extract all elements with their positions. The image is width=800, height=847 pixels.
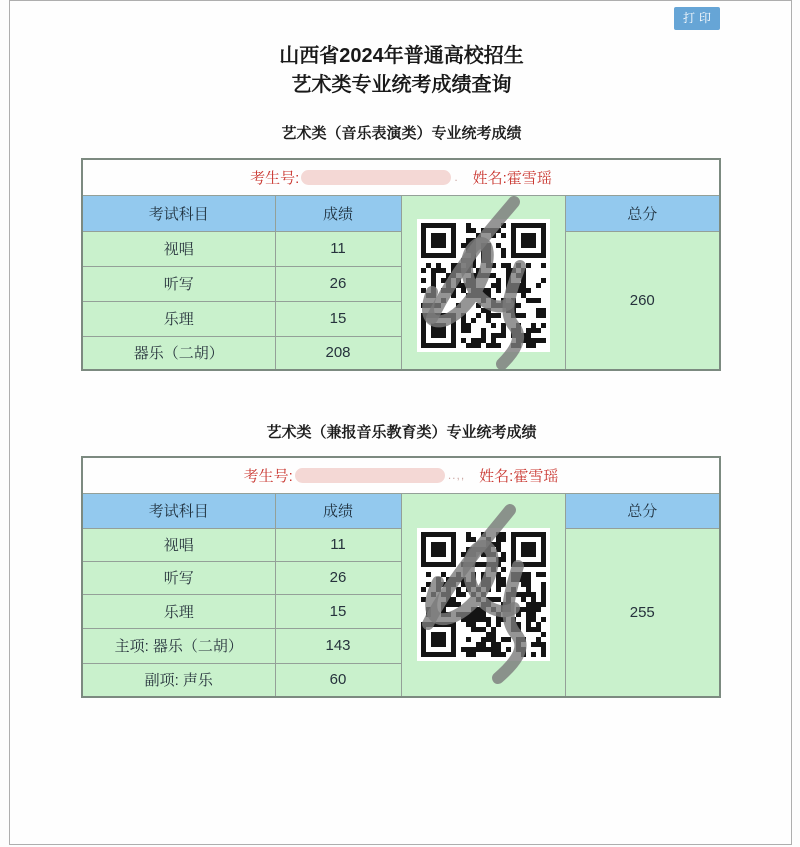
- column-header-subject: 考试科目: [82, 493, 275, 528]
- column-header-total: 总分: [565, 195, 720, 231]
- column-header-total: 总分: [565, 493, 720, 528]
- qr-code-cell: [401, 493, 565, 697]
- score-cell: 26: [275, 266, 401, 301]
- candidate-info-row: [82, 457, 720, 493]
- score-table-music-performance: [81, 158, 721, 371]
- column-header-score: 成绩: [275, 493, 401, 528]
- score-cell: 15: [275, 301, 401, 336]
- subject-cell: 副项: 声乐: [82, 663, 275, 697]
- subject-cell: 视唱: [82, 231, 275, 266]
- subject-cell: 主项: 器乐（二胡）: [82, 628, 275, 663]
- subject-cell: 乐理: [82, 594, 275, 628]
- score-cell: 11: [275, 231, 401, 266]
- total-score-cell: 255: [565, 528, 720, 697]
- candidate-name-label: 姓名:: [479, 467, 514, 485]
- qr-code: [402, 494, 564, 696]
- page-title-line2: 艺术类专业统考成绩查询: [291, 74, 512, 96]
- column-header-subject: 考试科目: [82, 195, 275, 231]
- print-button[interactable]: 打印: [674, 7, 720, 30]
- subject-cell: 视唱: [82, 528, 275, 561]
- page-title: [10, 42, 793, 100]
- score-table-music-education: [81, 456, 721, 698]
- page: [9, 0, 792, 845]
- subject-cell: 听写: [82, 266, 275, 301]
- candidate-name: 霍雪瑶: [513, 467, 559, 485]
- score-cell: 26: [275, 561, 401, 594]
- candidate-number-redaction: [301, 170, 451, 185]
- total-score-cell: 260: [565, 231, 720, 370]
- qr-code-cell: [401, 195, 565, 370]
- column-header-score: 成绩: [275, 195, 401, 231]
- section-title-music-education: 艺术类（兼报音乐教育类）专业统考成绩: [266, 424, 537, 441]
- candidate-name: 霍雪瑶: [506, 169, 552, 187]
- candidate-number-faint-marks: ..,,: [447, 468, 466, 483]
- score-cell: 143: [275, 628, 401, 663]
- subject-cell: 乐理: [82, 301, 275, 336]
- candidate-number-label: 考生号:: [243, 467, 293, 485]
- score-cell: 208: [275, 336, 401, 370]
- candidate-number-faint-marks: .: [454, 170, 459, 185]
- candidate-info-row: [82, 159, 720, 195]
- score-cell: 11: [275, 528, 401, 561]
- score-cell: 60: [275, 663, 401, 697]
- candidate-number-label: 考生号:: [250, 169, 300, 187]
- qr-code: [402, 196, 564, 369]
- candidate-name-label: 姓名:: [472, 169, 507, 187]
- page-title-line1: 山西省2024年普通高校招生: [279, 45, 524, 67]
- subject-cell: 听写: [82, 561, 275, 594]
- subject-cell: 器乐（二胡）: [82, 336, 275, 370]
- score-cell: 15: [275, 594, 401, 628]
- candidate-number-redaction: [295, 468, 445, 483]
- section-title-music-performance: 艺术类（音乐表演类）专业统考成绩: [281, 125, 522, 142]
